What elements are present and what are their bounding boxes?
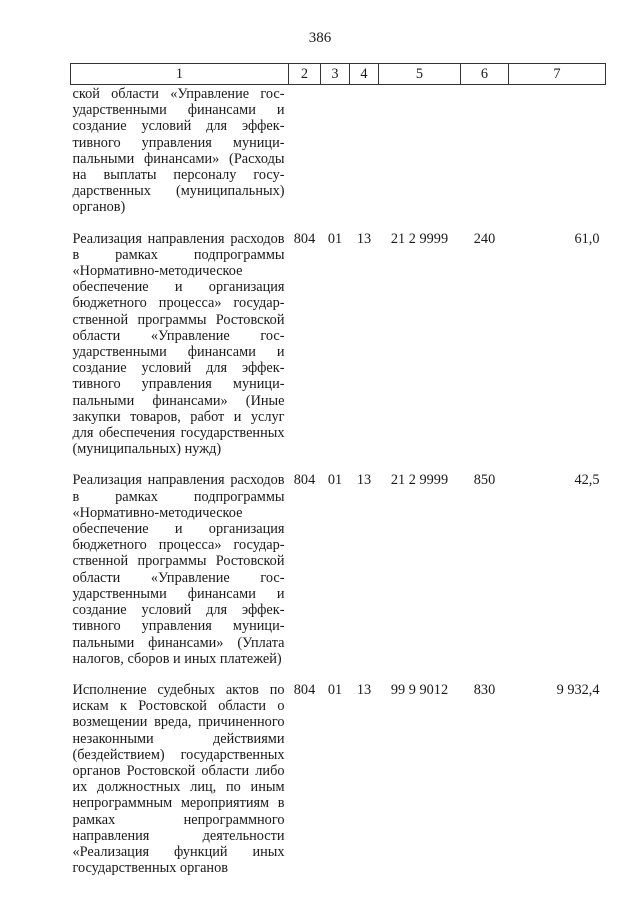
column-header-1: 1 [71,64,289,85]
target-article-code: 21 2 9999 [390,230,449,247]
ministry-code: 804 [293,681,316,698]
column-header-2: 2 [289,64,321,85]
amount: 61,0 [574,230,600,247]
ministry-code [289,85,321,231]
amount: 9 932,4 [556,681,600,698]
ministry-code: 804 [293,230,316,247]
table-row [71,682,606,891]
row-description: ской области «Управление государственными финансами и создание условий для эффективного управления муниципальными финансами» (Расходы на выплаты персоналу государственных (муниципальных) органов) [72,86,285,216]
subsection-code [350,85,379,231]
row-description: Реализация направления расходов в рамках подпрограммы «Нормативно-методическое обеспечение и организация бюджетного процесса» государственной программы Ростовской области «Управление государственными финансами и создание условий для эффективного управления муниципальными финансами» (Уплата налогов, сборов и иных платежей) [72,472,285,667]
subsection-code: 13 [356,472,372,489]
budget-table [70,63,606,891]
column-header-3: 3 [321,64,350,85]
table-header-row [71,64,606,85]
table-row [71,231,606,473]
section-code: 01 [327,230,343,247]
expense-type-code: 830 [473,681,496,698]
target-article-code [379,85,461,231]
column-header-4: 4 [350,64,379,85]
row-description: Реализация направления расходов в рамках подпрограммы «Нормативно-методическое обеспечение и организация бюджетного процесса» государственной программы Ростовской области «Управление государственными финансами и создание условий для эффективного управления муниципальными финансами» (Иные закупки товаров, работ и услуг для обеспечения государственных (муниципальных) нужд) [72,230,285,458]
amount: 42,5 [574,472,600,489]
amount [509,85,606,231]
expense-type-code: 240 [473,230,496,247]
section-code: 01 [327,681,343,698]
row-description: Исполнение судебных актов по искам к Ростовской области о возмещении вреда, причиненного незаконными действиями (бездействием) государственных органов Ростовской области либо их должностных лиц, по иным непрограммным мероприятиям в рамках непрограммного направления деятельности «Реализация функций иных государственных органов [72,681,285,877]
ministry-code: 804 [293,472,316,489]
column-header-6: 6 [461,64,509,85]
subsection-code: 13 [356,230,372,247]
column-header-7: 7 [509,64,606,85]
column-header-5: 5 [379,64,461,85]
subsection-code: 13 [356,681,372,698]
target-article-code: 99 9 9012 [390,681,449,698]
expense-type-code: 850 [473,472,496,489]
section-code [321,85,350,231]
target-article-code: 21 2 9999 [390,472,449,489]
expense-type-code [461,85,509,231]
page-number: 386 [308,30,332,46]
table-row [71,472,606,681]
table-row [71,85,606,231]
section-code: 01 [327,472,343,489]
